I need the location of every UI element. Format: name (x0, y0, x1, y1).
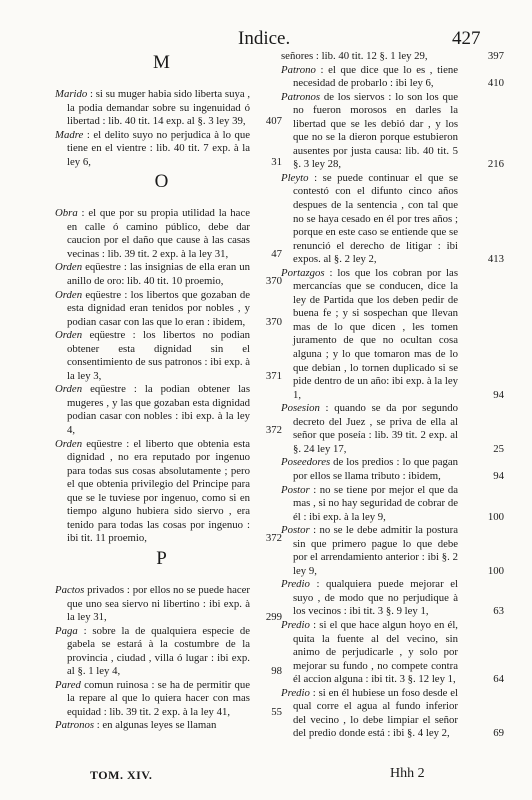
entry-term: Paga (55, 624, 78, 637)
entry-text: : si en él hubiese un foso desde el qual corre el agua al fundo inferior del vecino , lo debe limpiar el señor del predio donde está : ibi §. 4 ley 2, (293, 686, 458, 740)
entry-text: : qualquiera puede mejorar el suyo , de modo que no perjudique à los vecinos : ibi tit. 3 §. 9 ley 1, (293, 578, 458, 618)
entry-page-ref: 397 (487, 50, 504, 62)
index-entry (55, 383, 282, 437)
entry-page-ref: 98 (271, 665, 282, 678)
entry-term: Predio (281, 618, 310, 631)
entry-term: Pleyto (281, 171, 309, 184)
entry-term: Postor (281, 524, 310, 537)
index-entry (55, 719, 268, 733)
entry-term: Posesion (281, 402, 320, 415)
entry-text: : sobre la de qualquiera especie de gabela se estará à la costumbre de la provincia , ciudad , villa ó lugar : ibi exp. al §. 1 ley 4, (67, 624, 250, 678)
index-entry (281, 266, 504, 402)
entry-text: : el delito suyo no perjudica à lo que tiene en el vientre : lib. 40 tit. 7 exp. à la ley 6, (67, 128, 251, 168)
entry-text: eqüestre : los libertos no podian obtener esta dignidad sin el consentimiento de sus patronos : ibi exp. à la ley 3, (67, 329, 250, 382)
index-entry (55, 678, 282, 720)
entry-text: de los siervos : lo son los que no fueron morosos en darles la libertad que se les debió dar , y los que no se la dieron porque estubieron ausentes por justa causa: lib. 40 tit. 5 §. 3 ley 28, (293, 90, 458, 171)
entry-term: Pactos (55, 583, 85, 596)
entry-page-ref: 370 (265, 315, 282, 328)
entry-term: Orden (55, 383, 83, 396)
entry-text: : quando se da por segundo decreto del Juez , se priva de ella al señor que poseía : lib. 39 tit. 2 exp. al §. 24 ley 17, (293, 402, 458, 455)
index-entry (281, 578, 504, 619)
entry-term: Predio (281, 578, 310, 591)
entry-term: Patronos (281, 90, 321, 103)
entry-term: Poseedores (281, 456, 331, 469)
index-entry (281, 63, 504, 91)
index-entry (281, 402, 504, 456)
running-head: Indice. (238, 28, 291, 49)
entry-text: : se puede continuar el que se contestó con el difunto cinco años despues de la sentencia , con tal que no se haya cesado en él por tres años ; porque en este caso se entiende que se renunció el derecho de litigar : ibi expos. al §. 2 ley 2, (293, 171, 458, 266)
entry-page-ref: 216 (487, 158, 504, 171)
index-entry (55, 583, 282, 625)
index-entry (55, 624, 282, 679)
index-entry (55, 207, 282, 261)
entry-page-ref: 94 (493, 388, 504, 401)
entry-text: eqüestre : los libertos que gozaban de esta dignidad eran tenidos por nobles , y podian casar con las que lo eran : ibidem, (67, 288, 250, 328)
entry-page-ref: 55 (271, 705, 282, 718)
entry-text: eqüestre : el liberto que obtenia esta dignidad , no era reputado por ingenuo para todas sus cosas absolutamente ; pero el que obtenia privilegio del Principe para que se le tuviese por ingenuo, como si en tiempo alguno hubiera sido siervo , era tenido para todas las cosas por ingenuo : ibi tit. 11 proemio, (67, 437, 250, 545)
entry-text: : si el que hace algun hoyo en él, quita la fuente al del vecino, sin animo de perjudicarle , y solo por mejorar su fundo , no compete contra él accion alguna : ibi tit. 3 §. 12 ley 1, (293, 618, 458, 686)
entry-page-ref: 371 (265, 369, 282, 382)
section-letter: O (154, 171, 169, 193)
entry-page-ref: 100 (487, 564, 504, 577)
entry-text: privados : por ellos no se puede hacer que uno sea siervo ni libertino : ibi exp. à la ley 31, (67, 583, 250, 624)
entry-text: : el que dice que lo es , tiene necesidad de probarlo : ibi ley 6, (293, 63, 459, 90)
entry-page-ref: 63 (493, 605, 504, 618)
index-entry (281, 171, 504, 267)
index-entry (281, 618, 504, 687)
index-entry (281, 456, 504, 483)
entry-text: señores : lib. 40 tit. 12 §. 1 ley 29, (281, 50, 428, 62)
entry-text: : si su muger habia sido liberta suya , la podia demandar sobre su ingenuidad ó libertad : lib. 40 tit. 14 exp. al §. 3 ley 39, (67, 88, 251, 128)
entry-page-ref: 407 (265, 115, 282, 128)
index-entry (55, 288, 282, 330)
entry-term: Pared (55, 678, 81, 691)
entry-term: Orden (55, 437, 83, 450)
entry-page-ref: 410 (487, 77, 504, 90)
entry-text: : el que por su propia utilidad la hace en calle ó camino público, debe dar caucion por el daño que cause à las casas vecinas : lib. 39 tit. 2 exp. à la ley 31, (67, 207, 250, 260)
signature-mark: Hhh 2 (390, 766, 425, 781)
entry-text: eqüestre : las insignias de ella eran un anillo de oro: lib. 40 tit. 10 proemio, (67, 261, 250, 288)
entry-term: Postor (281, 483, 310, 496)
entry-term: Predio (281, 686, 310, 699)
index-entry (281, 90, 504, 172)
entry-term: Orden (55, 329, 83, 342)
page-number: 427 (452, 28, 481, 49)
entry-page-ref: 64 (493, 673, 504, 686)
entry-term: Orden (55, 288, 83, 301)
index-entry (55, 88, 282, 129)
volume-label: TOM. XIV. (90, 768, 153, 782)
entry-text: : los que los cobran por las mercancías que se conducen, dice la ley de Partida que los deben pedir de buena fe ; y si sospechan que llevan mas de lo que dicen , les tomen juramento de que no ocultan cosa alguna ; y lo que tomaron mas de lo que debian , lo tornen duplicado si se pide dentro de un año: ibi exp. à la ley 1, (293, 266, 459, 401)
index-entry (281, 483, 504, 525)
entry-text: eqüestre : la podian obtener las mugeres , y las que gozaban esta dignidad podian casar con nobles : ibi exp. à la ley 4, (67, 383, 251, 437)
index-entry (281, 50, 504, 64)
entry-page-ref: 372 (265, 424, 282, 437)
section-letter: P (156, 547, 167, 569)
entry-page-ref: 100 (487, 510, 504, 523)
index-entry (281, 524, 504, 578)
entry-page-ref: 47 (271, 247, 282, 260)
entry-text: de los predios : lo que pagan por ellos se llama tributo : ibidem, (293, 456, 458, 482)
entry-term: Marido (55, 88, 88, 100)
entry-term: Orden (55, 261, 83, 274)
entry-term: Madre (55, 128, 84, 141)
entry-page-ref: 25 (493, 442, 504, 455)
entry-term: Portazgos (281, 266, 325, 279)
entry-page-ref: 94 (493, 469, 504, 482)
right-column (281, 50, 504, 741)
section-letter: M (153, 52, 170, 73)
entry-term: Obra (55, 207, 78, 220)
entry-page-ref: 370 (265, 275, 282, 288)
entry-page-ref: 69 (493, 727, 504, 740)
index-entry (55, 128, 282, 170)
entry-page-ref: 31 (271, 155, 282, 168)
entry-term: Patrono (281, 63, 316, 76)
entry-text: : no se tiene por mejor el que da mas , si no hay seguridad de cobrar de él : ibi exp. à la ley 9, (293, 483, 458, 523)
entry-page-ref: 299 (265, 611, 282, 624)
index-entry (281, 686, 504, 741)
entry-text: : no se le debe admitir la postura sin que primero pague lo que debe por el arrendamiento anterior : ibi §. 2 ley 9, (293, 524, 458, 577)
index-entry (55, 329, 282, 383)
index-entry (55, 437, 282, 546)
index-entry (55, 261, 282, 288)
entry-page-ref: 372 (265, 532, 282, 545)
left-column (55, 50, 282, 733)
entry-term: Patronos (55, 719, 95, 732)
entry-text: comun ruinosa : se ha de permitir que la repare al que lo quiera hacer con mas equidad : lib. 39 tit. 2 exp. à la ley 41, (67, 678, 250, 718)
entry-page-ref: 413 (487, 253, 504, 266)
entry-text: : en algunas leyes se llaman (96, 719, 217, 732)
